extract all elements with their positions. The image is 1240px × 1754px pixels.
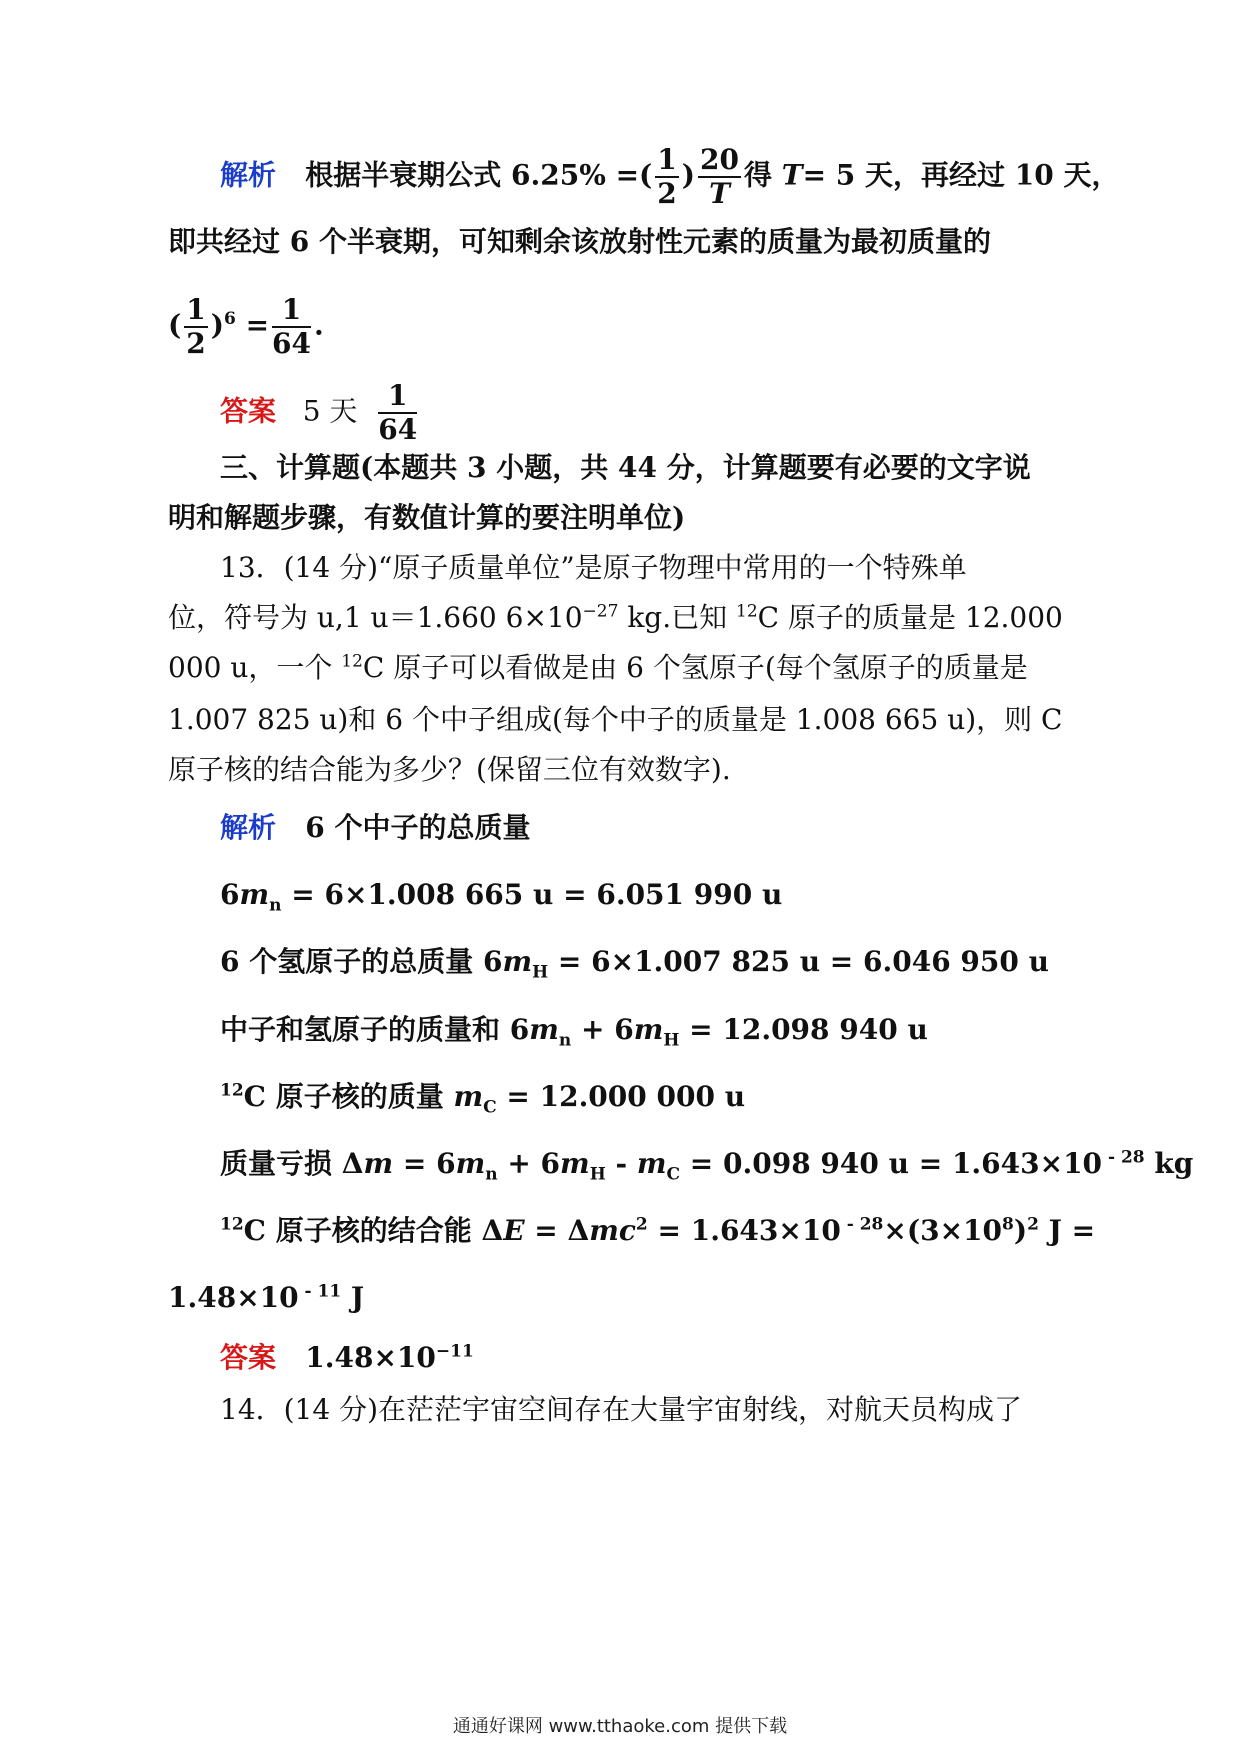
q13-line-5: 原子核的结合能为多少？(保留三位有效数字). bbox=[168, 753, 731, 786]
s13-row-4: $^{12}$C 原子核的质量 $m_C = 12.000$ 000 u bbox=[220, 1080, 746, 1118]
analysis-line-1: 解析 根据半衰期公式 6.25% =( $\frac{1}{2}$ ) $\frac{20}{T}$ 得 T= 5 天，再经过 10 天， bbox=[220, 143, 1120, 210]
answer-fraction: $\frac{1}{64}$ bbox=[378, 379, 418, 446]
s13-row-2: 6 个氢原子的总质量 $6m_H = 6\times 1.007$ 825 u = 6.046 950 u bbox=[220, 945, 1049, 983]
s13-row-7: 1.48×10 $^{- 11}$ J bbox=[168, 1281, 365, 1314]
formula-text: 根据半衰期公式 6.25% = bbox=[305, 158, 640, 192]
q13-line-4: 1.007 825 u)和 6 个中子组成(每个中子的质量是 1.008 665 u)，则 C bbox=[168, 703, 1063, 736]
q14-line-1: 14．(14 分)在茫茫宇宙空间存在大量宇宙射线，对航天员构成了 bbox=[220, 1393, 1023, 1426]
analysis-line-2: 即共经过 6 个半衰期，可知剩余该放射性元素的质量为最初质量的 bbox=[168, 225, 991, 258]
s13-row-3: 中子和氢原子的质量和 $6m_n + 6m_H = 12.098$ 940 u bbox=[220, 1013, 928, 1051]
q13-line-1: 13．(14 分)“原子质量单位”是原子物理中常用的一个特殊单 bbox=[220, 551, 967, 584]
analysis-line-3: ( $\frac{1}{2}$ )$^6$ = $\frac{1}{64}$ . bbox=[168, 293, 324, 360]
analysis-label: 解析 bbox=[220, 158, 277, 192]
q13-line-3: 000 u，一个 $^{12}$C 原子可以看做是由 6 个氢原子(每个氢原子的质量是 bbox=[168, 651, 1028, 684]
page-footer: 通通好课网 www.tthaoke.com 提供下载 bbox=[452, 1716, 788, 1737]
q13-line-2: 位，符号为 u,1 u＝1.660 $6\times 10^{-27}$ kg.已知 $^{12}$C 原子的质量是 12.000 bbox=[168, 601, 1063, 634]
fraction-20-over-t: $\frac{20}{T}$ bbox=[700, 143, 739, 210]
fraction-half-2: $\frac{1}{2}$ bbox=[186, 293, 206, 360]
s13-row-1: $6m_n = 6\times 1.008$ 665 u = 6.051 990 u bbox=[220, 878, 783, 916]
answer-text: 5 天 bbox=[302, 394, 358, 428]
fraction-1-64: $\frac{1}{64}$ bbox=[272, 293, 312, 360]
analysis-label-2: 解析 bbox=[220, 811, 277, 844]
section-heading-1: 三、计算题(本题共 3 小题，共 44 分，计算题要有必要的文字说 bbox=[220, 451, 1031, 484]
fraction-half: $\frac{1}{2}$ bbox=[657, 143, 677, 210]
s13-row-6: $^{12}$C 原子核的结合能 ΔE = Δmc$^2$ = 1.643×10 $^{- 28}\times(3\times 10^8)^2$ J = bbox=[220, 1214, 1096, 1247]
s13-head: 解析 6 个中子的总质量 bbox=[220, 811, 531, 844]
answer-label-2: 答案 bbox=[220, 1341, 277, 1374]
section-heading-2: 明和解题步骤，有数值计算的要注明单位) bbox=[168, 501, 686, 534]
answer-line-2: 答案 $1.48\times 10^{-11}$ bbox=[220, 1341, 474, 1374]
answer-line-1 bbox=[220, 379, 420, 446]
answer-label: 答案 bbox=[220, 394, 277, 428]
s13-row-5: 质量亏损 $\Delta m = 6m_n + 6m_H - m_C = 0.098$ 940 u = 1.643×10 $^{- 28}$ kg bbox=[220, 1147, 1194, 1185]
